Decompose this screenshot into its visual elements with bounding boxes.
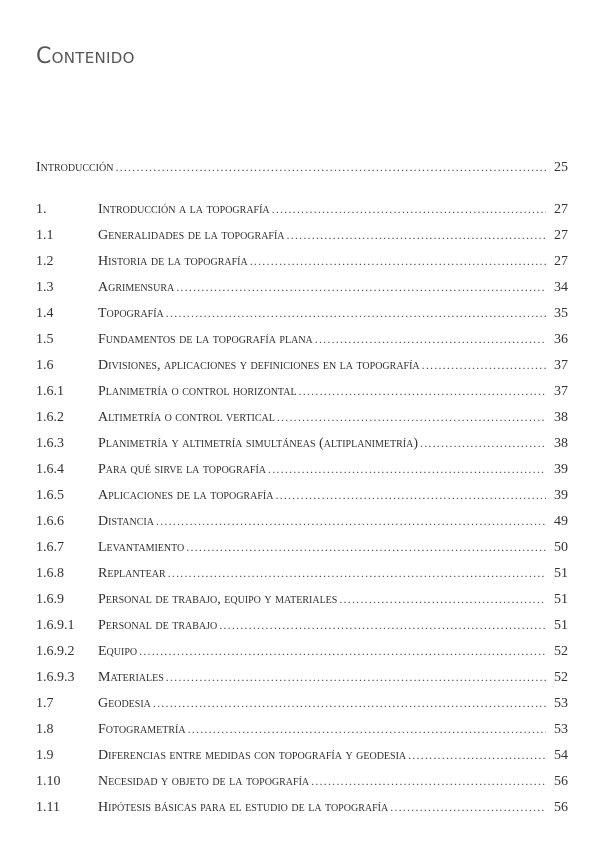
toc-entry-title: Levantamiento (98, 540, 185, 555)
toc-entry-number: 1.10 (36, 774, 61, 789)
dot-leader (153, 692, 546, 714)
dot-leader (139, 640, 546, 662)
dot-leader (277, 406, 546, 428)
toc-entry-number: 1.6.7 (36, 540, 64, 555)
dot-leader (420, 432, 546, 454)
toc-entry-number: 1.6.5 (36, 488, 64, 503)
toc-entry-page: 37 (554, 384, 568, 399)
toc-entry-title: Fundamentos de la topografía plana (98, 332, 313, 347)
toc-entry-page: 38 (554, 410, 568, 425)
toc-entry-title: Fotogrametría (98, 722, 186, 737)
toc-entry-number: 1.3 (36, 280, 54, 295)
toc-entry-introduction[interactable] (36, 156, 568, 182)
toc-entry-title: Necesidad y objeto de la topografía (98, 774, 310, 789)
dot-leader (168, 562, 546, 584)
toc-entry-title: Personal de trabajo (98, 618, 218, 633)
dot-leader (275, 484, 546, 506)
toc-entry[interactable] (36, 484, 568, 510)
toc-entry-page: 38 (554, 436, 568, 451)
dot-leader (176, 276, 546, 298)
toc-entry[interactable] (36, 770, 568, 796)
toc-entry-number: 1.6.4 (36, 462, 64, 477)
toc-entry-title: Planimetría o control horizontal (98, 384, 297, 399)
toc-entry-title: Personal de trabajo, equipo y materiales (98, 592, 338, 607)
toc-entry-page: 27 (554, 228, 568, 243)
toc-entry-page: 36 (554, 332, 568, 347)
toc-entry-title: Distancia (98, 514, 154, 529)
dot-leader (408, 744, 546, 766)
toc-entry-number: 1.6.8 (36, 566, 64, 581)
toc-entry-number: 1. (36, 202, 47, 217)
toc-entry-title: Altimetría o control vertical (98, 410, 275, 425)
toc-entry-page: 50 (554, 540, 568, 555)
dot-leader (156, 510, 546, 532)
toc-entry-title: Aplicaciones de la topografía (98, 488, 274, 503)
toc-entry-page: 37 (554, 358, 568, 373)
toc-entry-page: 53 (554, 722, 568, 737)
toc-entry-page: 54 (554, 748, 568, 763)
dot-leader (315, 328, 546, 350)
toc-entry-page: 25 (554, 160, 568, 175)
dot-leader (422, 354, 546, 376)
toc-entry-page: 35 (554, 306, 568, 321)
toc-entry[interactable] (36, 224, 568, 250)
toc-entry-title: Replantear (98, 566, 166, 581)
toc-entry[interactable] (36, 328, 568, 354)
toc-entry[interactable] (36, 276, 568, 302)
toc-entry-page: 56 (554, 800, 568, 815)
toc-entry-page: 34 (554, 280, 568, 295)
dot-leader (188, 718, 546, 740)
toc-entry-page: 51 (554, 592, 568, 607)
toc-entry-number: 1.1 (36, 228, 54, 243)
toc-entry-title: Geodesia (98, 696, 151, 711)
toc-entry-page: 51 (554, 566, 568, 581)
dot-leader (219, 614, 546, 636)
toc-entry[interactable] (36, 432, 568, 458)
toc-entry-title: Planimetría y altimetría simultáneas (altiplanimetría) (98, 436, 418, 451)
toc-entry-page: 27 (554, 202, 568, 217)
toc-entry[interactable] (36, 406, 568, 432)
dot-leader (390, 796, 546, 818)
toc-entry[interactable] (36, 640, 568, 666)
toc-entry-number: 1.6.9.2 (36, 644, 75, 659)
toc-entry[interactable] (36, 666, 568, 692)
table-of-contents (36, 156, 568, 822)
dot-leader (287, 224, 546, 246)
toc-entry-title: Para qué sirve la topografía (98, 462, 267, 477)
toc-entry-number: 1.9 (36, 748, 54, 763)
toc-entry-number: 1.6.9.3 (36, 670, 75, 685)
toc-entry[interactable] (36, 354, 568, 380)
toc-entry-title: Agrimensura (98, 280, 175, 295)
dot-leader (311, 770, 546, 792)
toc-entry[interactable] (36, 510, 568, 536)
dot-leader (166, 302, 546, 324)
toc-entry-page: 56 (554, 774, 568, 789)
toc-entry[interactable] (36, 692, 568, 718)
toc-entry-number: 1.6.1 (36, 384, 64, 399)
toc-entry-number: 1.6.9 (36, 592, 64, 607)
toc-entry-page: 53 (554, 696, 568, 711)
toc-entry-page: 39 (554, 488, 568, 503)
toc-entry[interactable] (36, 536, 568, 562)
toc-entry-number: 1.11 (36, 800, 60, 815)
dot-leader (339, 588, 546, 610)
toc-entry[interactable] (36, 614, 568, 640)
toc-entry-page: 51 (554, 618, 568, 633)
toc-entry-title: Topografía (98, 306, 164, 321)
toc-entry-number: 1.6.9.1 (36, 618, 75, 633)
dot-leader (272, 198, 546, 220)
toc-entry-title: Divisiones, aplicaciones y definiciones en la topografía (98, 358, 420, 373)
toc-entry-title: Hipótesis básicas para el estudio de la topografía (98, 800, 389, 815)
toc-entry-page: 39 (554, 462, 568, 477)
toc-entry[interactable] (36, 562, 568, 588)
toc-entry-page: 27 (554, 254, 568, 269)
toc-entry[interactable] (36, 796, 568, 822)
toc-entry-number: 1.5 (36, 332, 54, 347)
toc-entry-page: 49 (554, 514, 568, 529)
toc-entry-title: Diferencias entre medidas con topografía y geodesia (98, 748, 407, 763)
toc-entry-number: 1.8 (36, 722, 54, 737)
toc-entry-number: 1.6.2 (36, 410, 64, 425)
toc-entry[interactable] (36, 302, 568, 328)
dot-leader (115, 156, 546, 178)
toc-entry[interactable] (36, 198, 568, 224)
toc-entry-title: Generalidades de la topografía (98, 228, 285, 243)
toc-entry-title: Introducción (36, 160, 114, 175)
toc-entry-number: 1.6 (36, 358, 54, 373)
toc-entry[interactable] (36, 588, 568, 614)
dot-leader (268, 458, 546, 480)
toc-entry-number: 1.6.6 (36, 514, 64, 529)
dot-leader (250, 250, 546, 272)
toc-entry[interactable] (36, 250, 568, 276)
page-title: Contenido (36, 44, 135, 69)
toc-entry-number: 1.2 (36, 254, 54, 269)
toc-entry[interactable] (36, 744, 568, 770)
dot-leader (186, 536, 546, 558)
toc-entry-number: 1.6.3 (36, 436, 64, 451)
toc-entry-title: Historia de la topografía (98, 254, 248, 269)
toc-entry-page: 52 (554, 644, 568, 659)
dot-leader (166, 666, 546, 688)
toc-entry-title: Equipo (98, 644, 138, 659)
toc-entry[interactable] (36, 458, 568, 484)
toc-entry-number: 1.4 (36, 306, 54, 321)
toc-entry[interactable] (36, 380, 568, 406)
toc-entry-title: Materiales (98, 670, 164, 685)
toc-entry[interactable] (36, 718, 568, 744)
toc-entry-number: 1.7 (36, 696, 54, 711)
toc-entry-title: Introducción a la topografía (98, 202, 270, 217)
dot-leader (299, 380, 546, 402)
toc-entry-page: 52 (554, 670, 568, 685)
